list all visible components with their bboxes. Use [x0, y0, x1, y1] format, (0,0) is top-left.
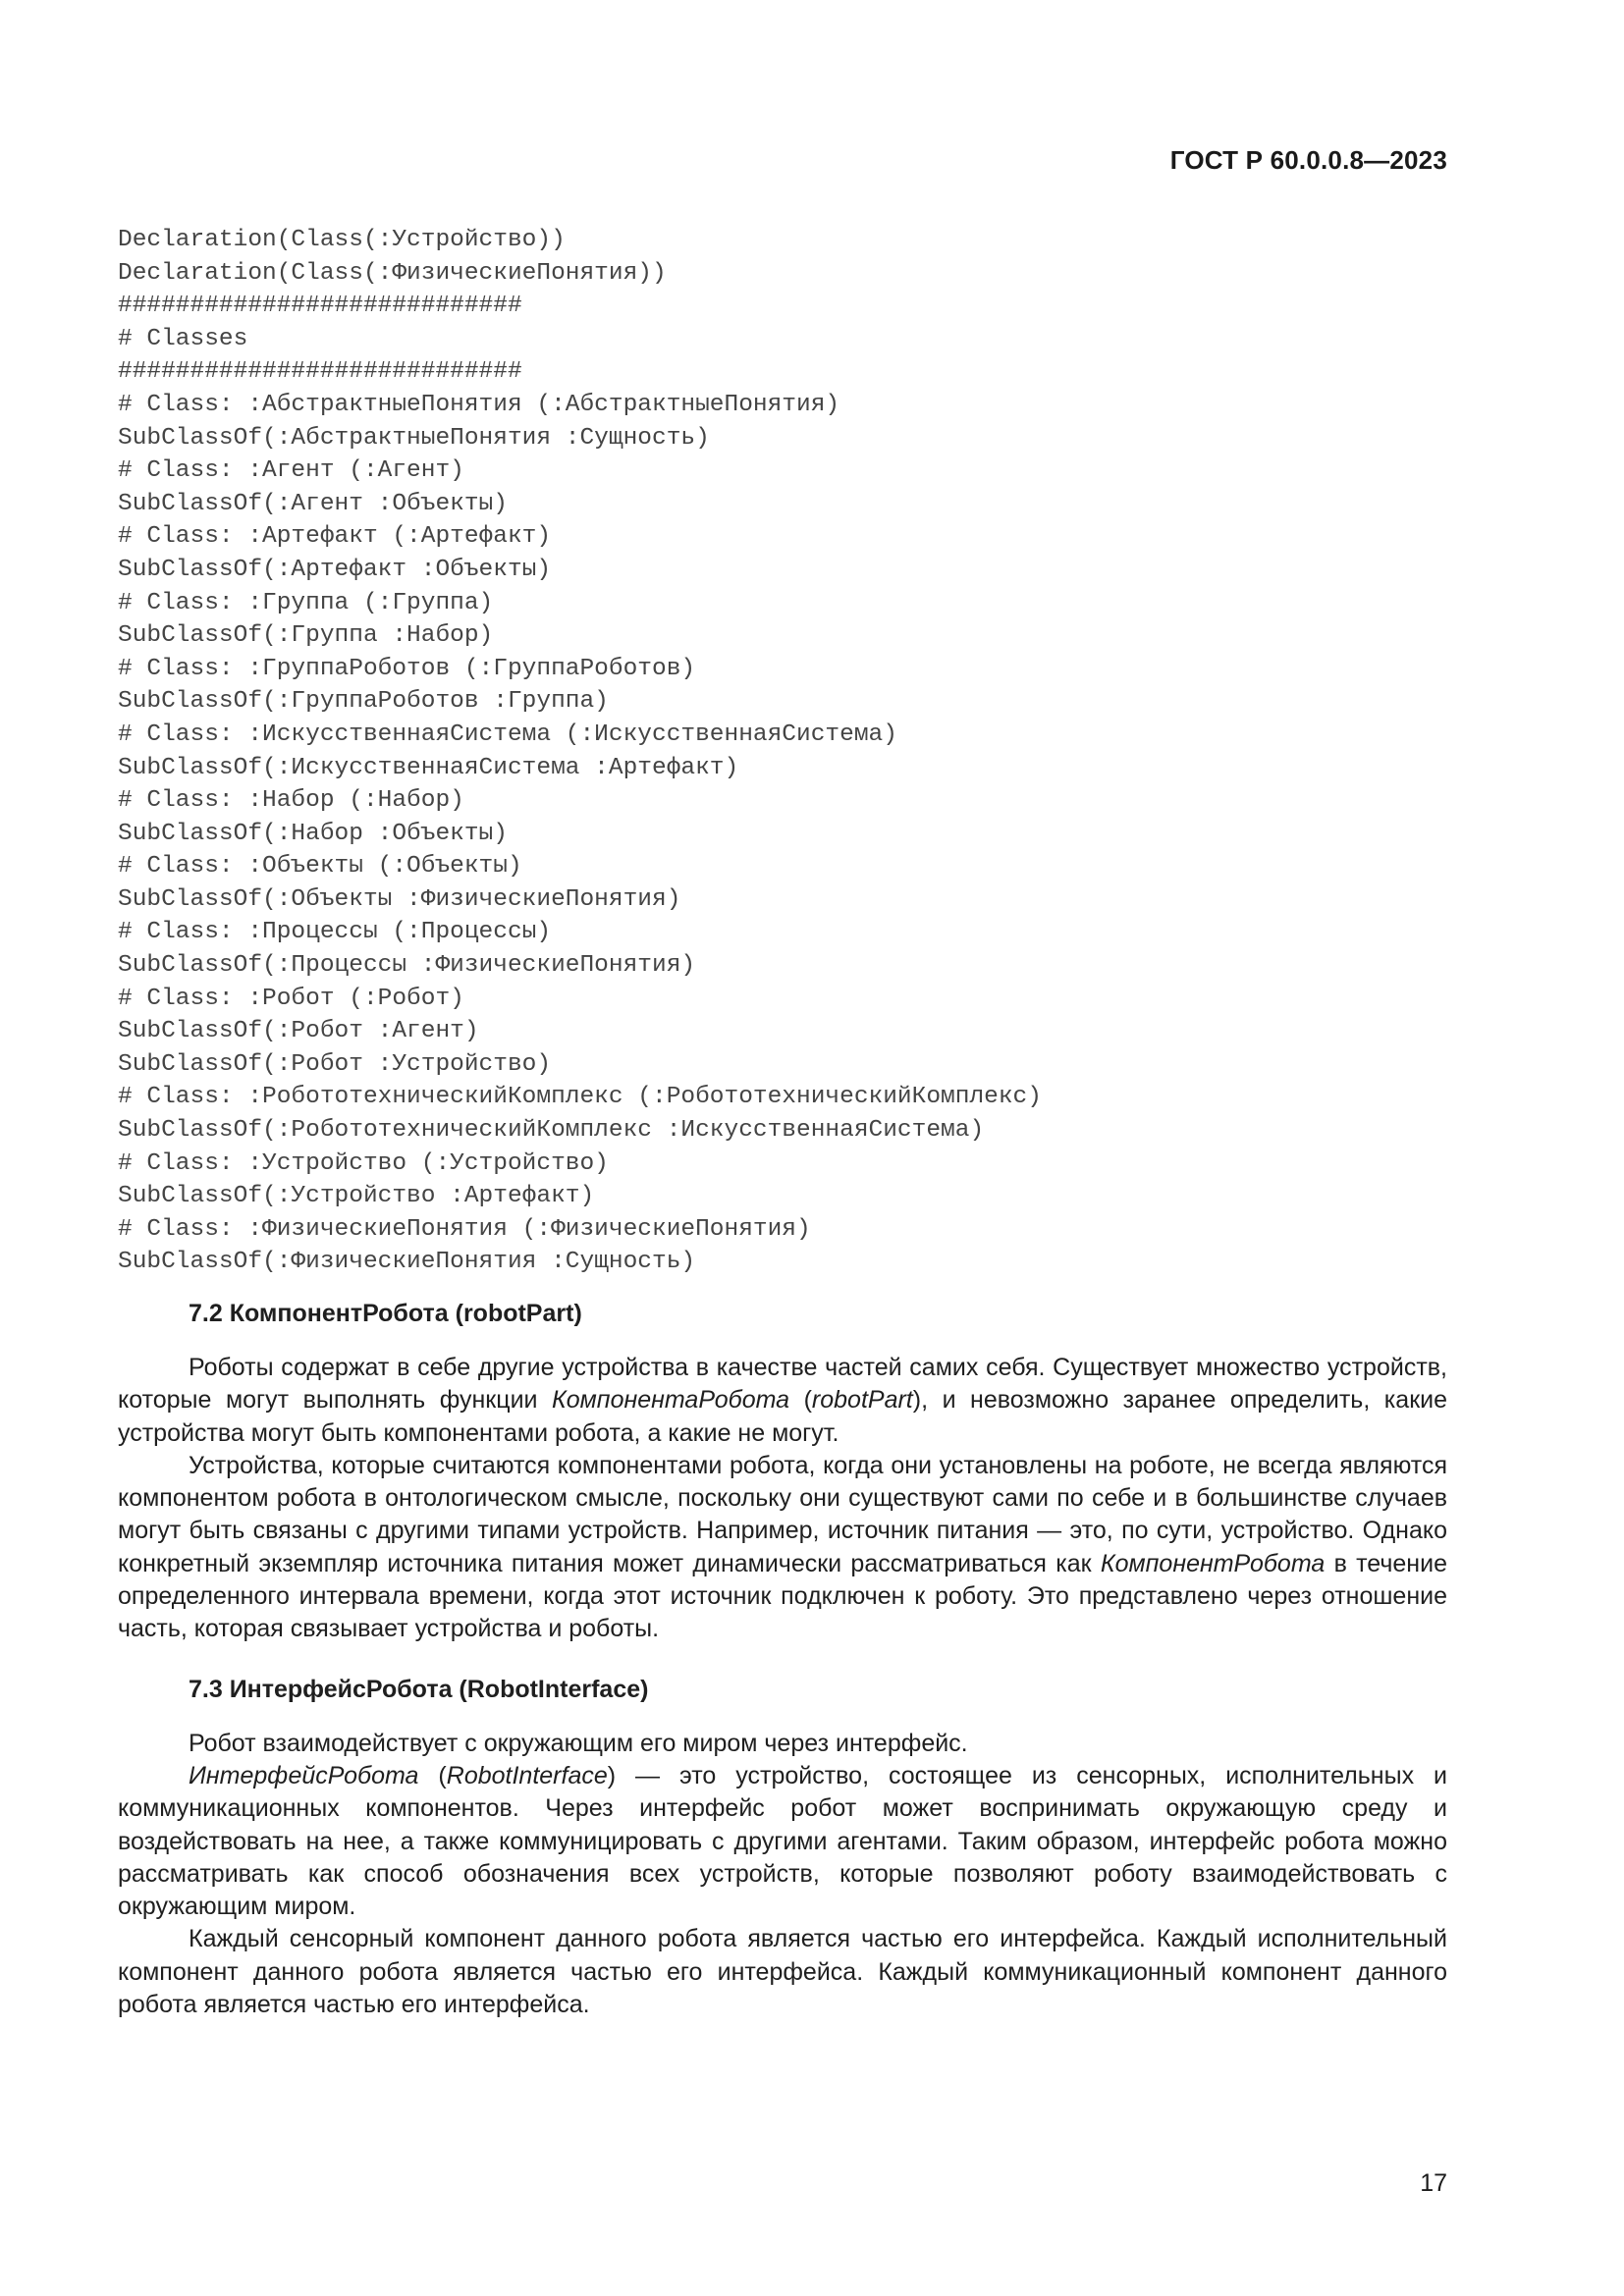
code-line: SubClassOf(:Робот :Агент) — [118, 1018, 479, 1045]
code-line: # Class: :Робот (:Робот) — [118, 985, 464, 1012]
code-line: SubClassOf(:РобототехническийКомплекс :ИскусственнаяСистема) — [118, 1117, 985, 1145]
paragraph — [118, 1450, 1447, 1646]
text-run: ( — [789, 1386, 812, 1415]
code-line: ############################ — [118, 358, 522, 386]
section-heading-7-2: 7.2 КомпонентРобота (robotPart) — [189, 1300, 582, 1327]
text-run: ( — [418, 1761, 447, 1789]
code-line: # Class: :РобототехническийКомплекс (:РобототехническийКомплекс) — [118, 1084, 1042, 1111]
code-line: # Class: :Артефакт (:Артефакт) — [118, 523, 552, 551]
code-line: SubClassOf(:ИскусственнаяСистема :Артефакт) — [118, 754, 739, 781]
text-run: ) — это устройство, состоящее из сенсорных, исполнительных и коммуникационных компонентов. Через интерфейс робот может воспринимать окружающую среду и воздействовать на нее, а также коммуницировать с другими агентами. Таким образом, интерфейс робота можно рассматривать как способ обозначения всех устройств, которые позволяют роботу взаимодействовать с окружающим миром. — [118, 1761, 1447, 1921]
owl-code-listing — [118, 224, 1042, 1279]
italic-term: ИнтерфейсРобота — [189, 1761, 419, 1789]
code-line: ############################ — [118, 293, 522, 320]
code-line: SubClassOf(:ГруппаРоботов :Группа) — [118, 688, 609, 716]
code-line: # Class: :Объекты (:Объекты) — [118, 853, 522, 881]
italic-term: robotPart — [811, 1386, 913, 1415]
code-line: SubClassOf(:Набор :Объекты) — [118, 820, 508, 847]
code-line: SubClassOf(:Робот :Устройство) — [118, 1050, 552, 1078]
code-line: SubClassOf(:Группа :Набор) — [118, 622, 494, 650]
text-run: Роботы содержат в себе другие устройства в качестве частей самих себя. Существует множество устройств, которые могут выполнять функции — [118, 1354, 1447, 1415]
code-line: # Class: :ИскусственнаяСистема (:ИскусственнаяСистема) — [118, 721, 897, 748]
code-line: # Class: :Устройство (:Устройство) — [118, 1149, 609, 1177]
code-line: SubClassOf(:Артефакт :Объекты) — [118, 556, 552, 583]
text-run: Устройства, которые считаются компонентами робота, когда они установлены на роботе, не всегда являются компонентом робота в онтологическом смысле, поскольку они существуют сами по себе и в большинстве случаев могут быть связаны с другими типами устройств. Например, источник питания — это, по сути, устройство. Однако конкретный экземпляр источника питания может динамически рассматриваться как — [118, 1451, 1447, 1577]
code-line: # Class: :Набор (:Набор) — [118, 787, 464, 815]
code-line: # Class: :Агент (:Агент) — [118, 457, 464, 485]
text-run: ), и невозможно заранее определить, какие устройства могут быть компонентами робота, а какие не могут. — [118, 1386, 1447, 1447]
paragraph — [118, 1352, 1447, 1450]
text-run: в течение определенного интервала времени, когда этот источник подключен к роботу. Это представлено через отношение часть, которая связывает устройства и роботы. — [118, 1549, 1447, 1643]
code-line: SubClassOf(:АбстрактныеПонятия :Сущность) — [118, 424, 710, 452]
paragraph: Каждый сенсорный компонент данного робота является частью его интерфейса. Каждый исполнительный компонент данного робота является частью его интерфейса. Каждый коммуникационный компонент данного робота является частью его интерфейса. — [118, 1925, 1447, 2019]
code-line: SubClassOf(:Устройство :Артефакт) — [118, 1183, 595, 1210]
body-text — [118, 1298, 1447, 2021]
code-line: # Class: :АбстрактныеПонятия (:АбстрактныеПонятия) — [118, 391, 840, 418]
code-line: # Class: :ФизическиеПонятия (:ФизическиеПонятия) — [118, 1215, 811, 1243]
code-line: SubClassOf(:ФизическиеПонятия :Сущность) — [118, 1249, 696, 1276]
code-line: SubClassOf(:Агент :Объекты) — [118, 490, 508, 517]
paragraph — [118, 1760, 1447, 1923]
code-line: Declaration(Class(:ФизическиеПонятия)) — [118, 259, 667, 287]
section-heading-7-3: 7.3 ИнтерфейсРобота (RobotInterface) — [189, 1675, 649, 1703]
document-code-header: ГОСТ Р 60.0.0.8—2023 — [1169, 145, 1447, 175]
code-line: # Class: :ГруппаРоботов (:ГруппаРоботов) — [118, 655, 696, 682]
italic-term: КомпонентРобота — [1100, 1549, 1326, 1577]
page-number: 17 — [1420, 2169, 1447, 2197]
italic-term: КомпонентаРобота — [552, 1386, 790, 1415]
code-line: SubClassOf(:Объекты :ФизическиеПонятия) — [118, 885, 681, 913]
italic-term: RobotInterface — [446, 1761, 608, 1789]
code-line: SubClassOf(:Процессы :ФизическиеПонятия) — [118, 952, 696, 980]
code-line: # Class: :Процессы (:Процессы) — [118, 919, 552, 946]
code-line: # Class: :Группа (:Группа) — [118, 589, 494, 616]
code-line: # Classes — [118, 325, 248, 352]
paragraph: Робот взаимодействует с окружающим его миром через интерфейс. — [189, 1729, 968, 1757]
code-line: Declaration(Class(:Устройство)) — [118, 227, 566, 253]
